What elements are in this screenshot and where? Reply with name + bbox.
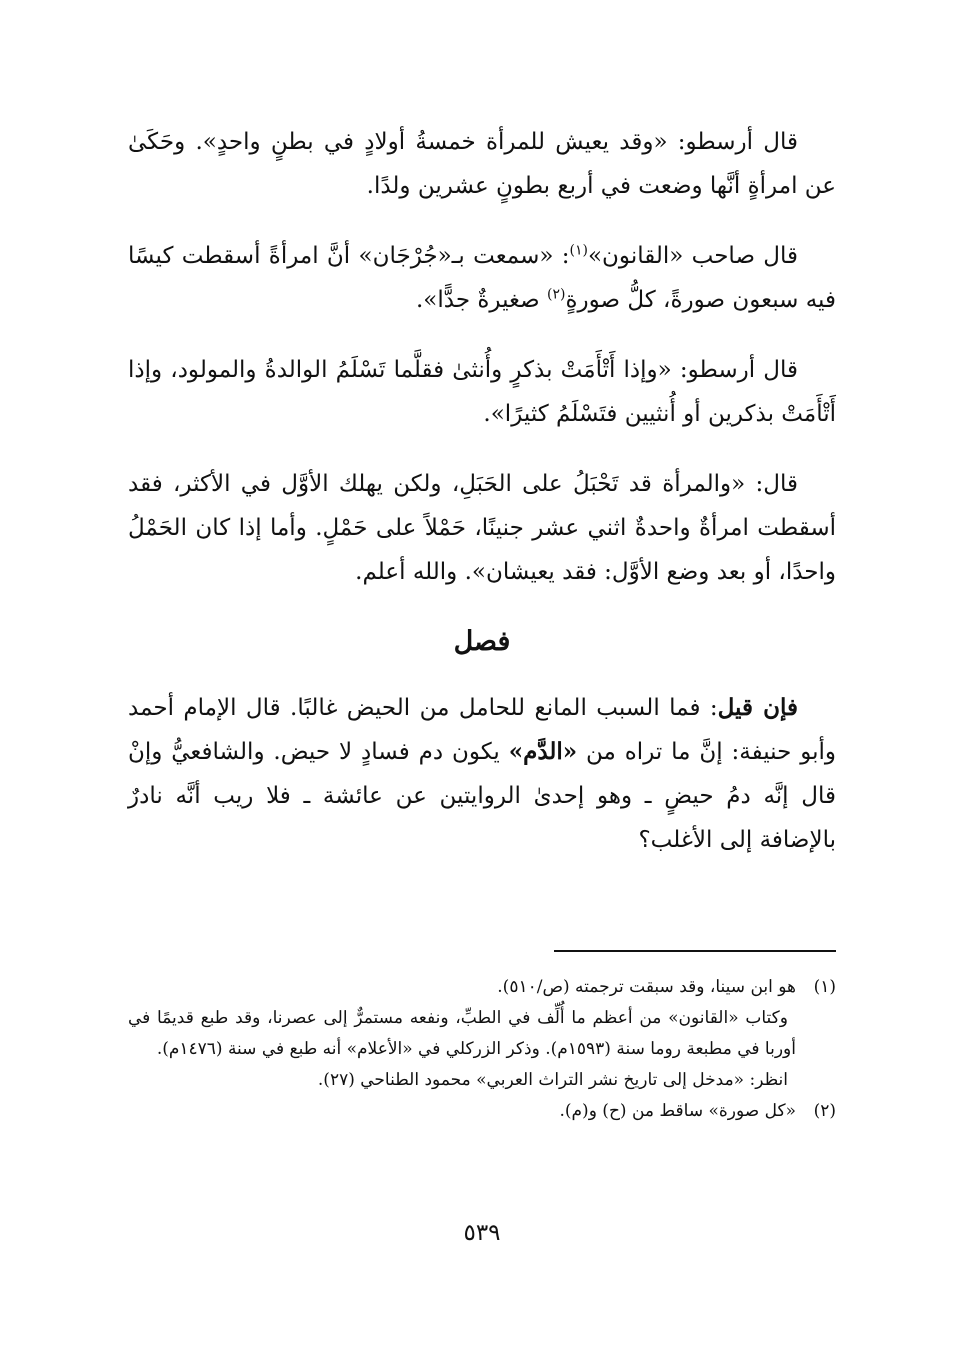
footnotes (128, 972, 836, 1127)
footnote-2-number: (٢) (813, 1101, 836, 1121)
footnote-2-text: «كل صورة» ساقط من (ح) و(م). (559, 1101, 796, 1121)
main-text (128, 120, 836, 888)
footnote-1-continuation: وكتاب «القانون» من أعظم ما أُلِّف في الطبِّ، ونفعه مستمرٌّ إلى عصرنا، وقد طبع قديمًا في أوربا في مطبعة روما سنة (١٥٩٣م). وذكر الزركلي في «الأعلام» أنه طبع في سنة (١٤٧٦م). (128, 1008, 796, 1059)
page-number: ٥٣٩ (463, 1220, 501, 1246)
footnote-1-text: هو ابن سينا، وقد سبقت ترجمته (ص/٥١٠). (497, 977, 796, 997)
section-heading: فصل (453, 626, 511, 657)
footnote-separator (554, 950, 836, 952)
qanun-quote-part-1: قال صاحب «القانون» (587, 243, 798, 269)
paragraph-superfetation: قال: «والمرأة قد تَحْبَلُ على الحَبَلِ، ولكن يهلك الأوَّل في الأكثر، فقد أسقطت امرأةٌ واحدةٌ اثني عشر جنينًا، حَمْلاً على حَمْلٍ. وأما إذا كان الحَمْلُ واحدًا، أو بعد وضع الأوَّل: فقد يعيشان». والله أعلم. (128, 471, 836, 585)
blood-term-bold: «الدَّم» (508, 738, 578, 765)
footnote-1-number: (١) (813, 977, 836, 997)
footnote-1-first-line (128, 972, 836, 1003)
footnote-ref-1[interactable]: (١) (569, 242, 588, 259)
question-part-1: : فما السبب المانع للحامل من الحيض غالبًا. قال الإمام أحمد وأبو حنيفة: إنَّ ما تراه من (128, 695, 836, 765)
footnote-2 (128, 1096, 836, 1127)
paragraph-menstruation-question (128, 686, 836, 862)
qanun-quote-part-3: صغيرةٌ جدًّا». (416, 287, 547, 313)
footnote-1-reference: انظر: «مدخل إلى تاريخ نشر التراث العربي» محمود الطناحي (٢٧). (317, 1070, 788, 1090)
paragraph-qanun-quote (128, 234, 836, 322)
question-part-2: يكون دم فسادٍ لا حيض. والشافعيُّ وإنْ قال إنَّه دمُ حيضٍ ـ وهو إحدىٰ الروايتين عن عائشة ـ فلا ريب أنَّه نادرٌ بالإضافة إلى الأغلب؟ (128, 739, 836, 853)
question-lead-bold: فإن قيل (717, 694, 798, 721)
footnote-ref-2[interactable]: (٢) (547, 286, 566, 303)
paragraph-aristotle-five-children: قال أرسطو: «وقد يعيش للمرأة خمسةُ أولادٍ في بطنٍ واحدٍ». وحَكَىٰ عن امرأةٍ أنَّها وضعت في أربع بطونٍ عشرين ولدًا. (128, 129, 836, 199)
qanun-quote-part-2: : «سمعت بـ«جُرْجَان» أنَّ امرأةً أسقطت كيسًا فيه سبعون صورةً، كلُّ صورةٍ (128, 243, 836, 313)
paragraph-aristotle-twins: قال أرسطو: «وإذا أَتْأَمَتْ بذكرٍ وأُنثىٰ فقلَّما تَسْلَمُ الوالدةُ والمولود، وإذا أَتْأَمَتْ بذكرين أو أُنثيين فتَسْلَمُ كثيرًا». (128, 357, 836, 427)
